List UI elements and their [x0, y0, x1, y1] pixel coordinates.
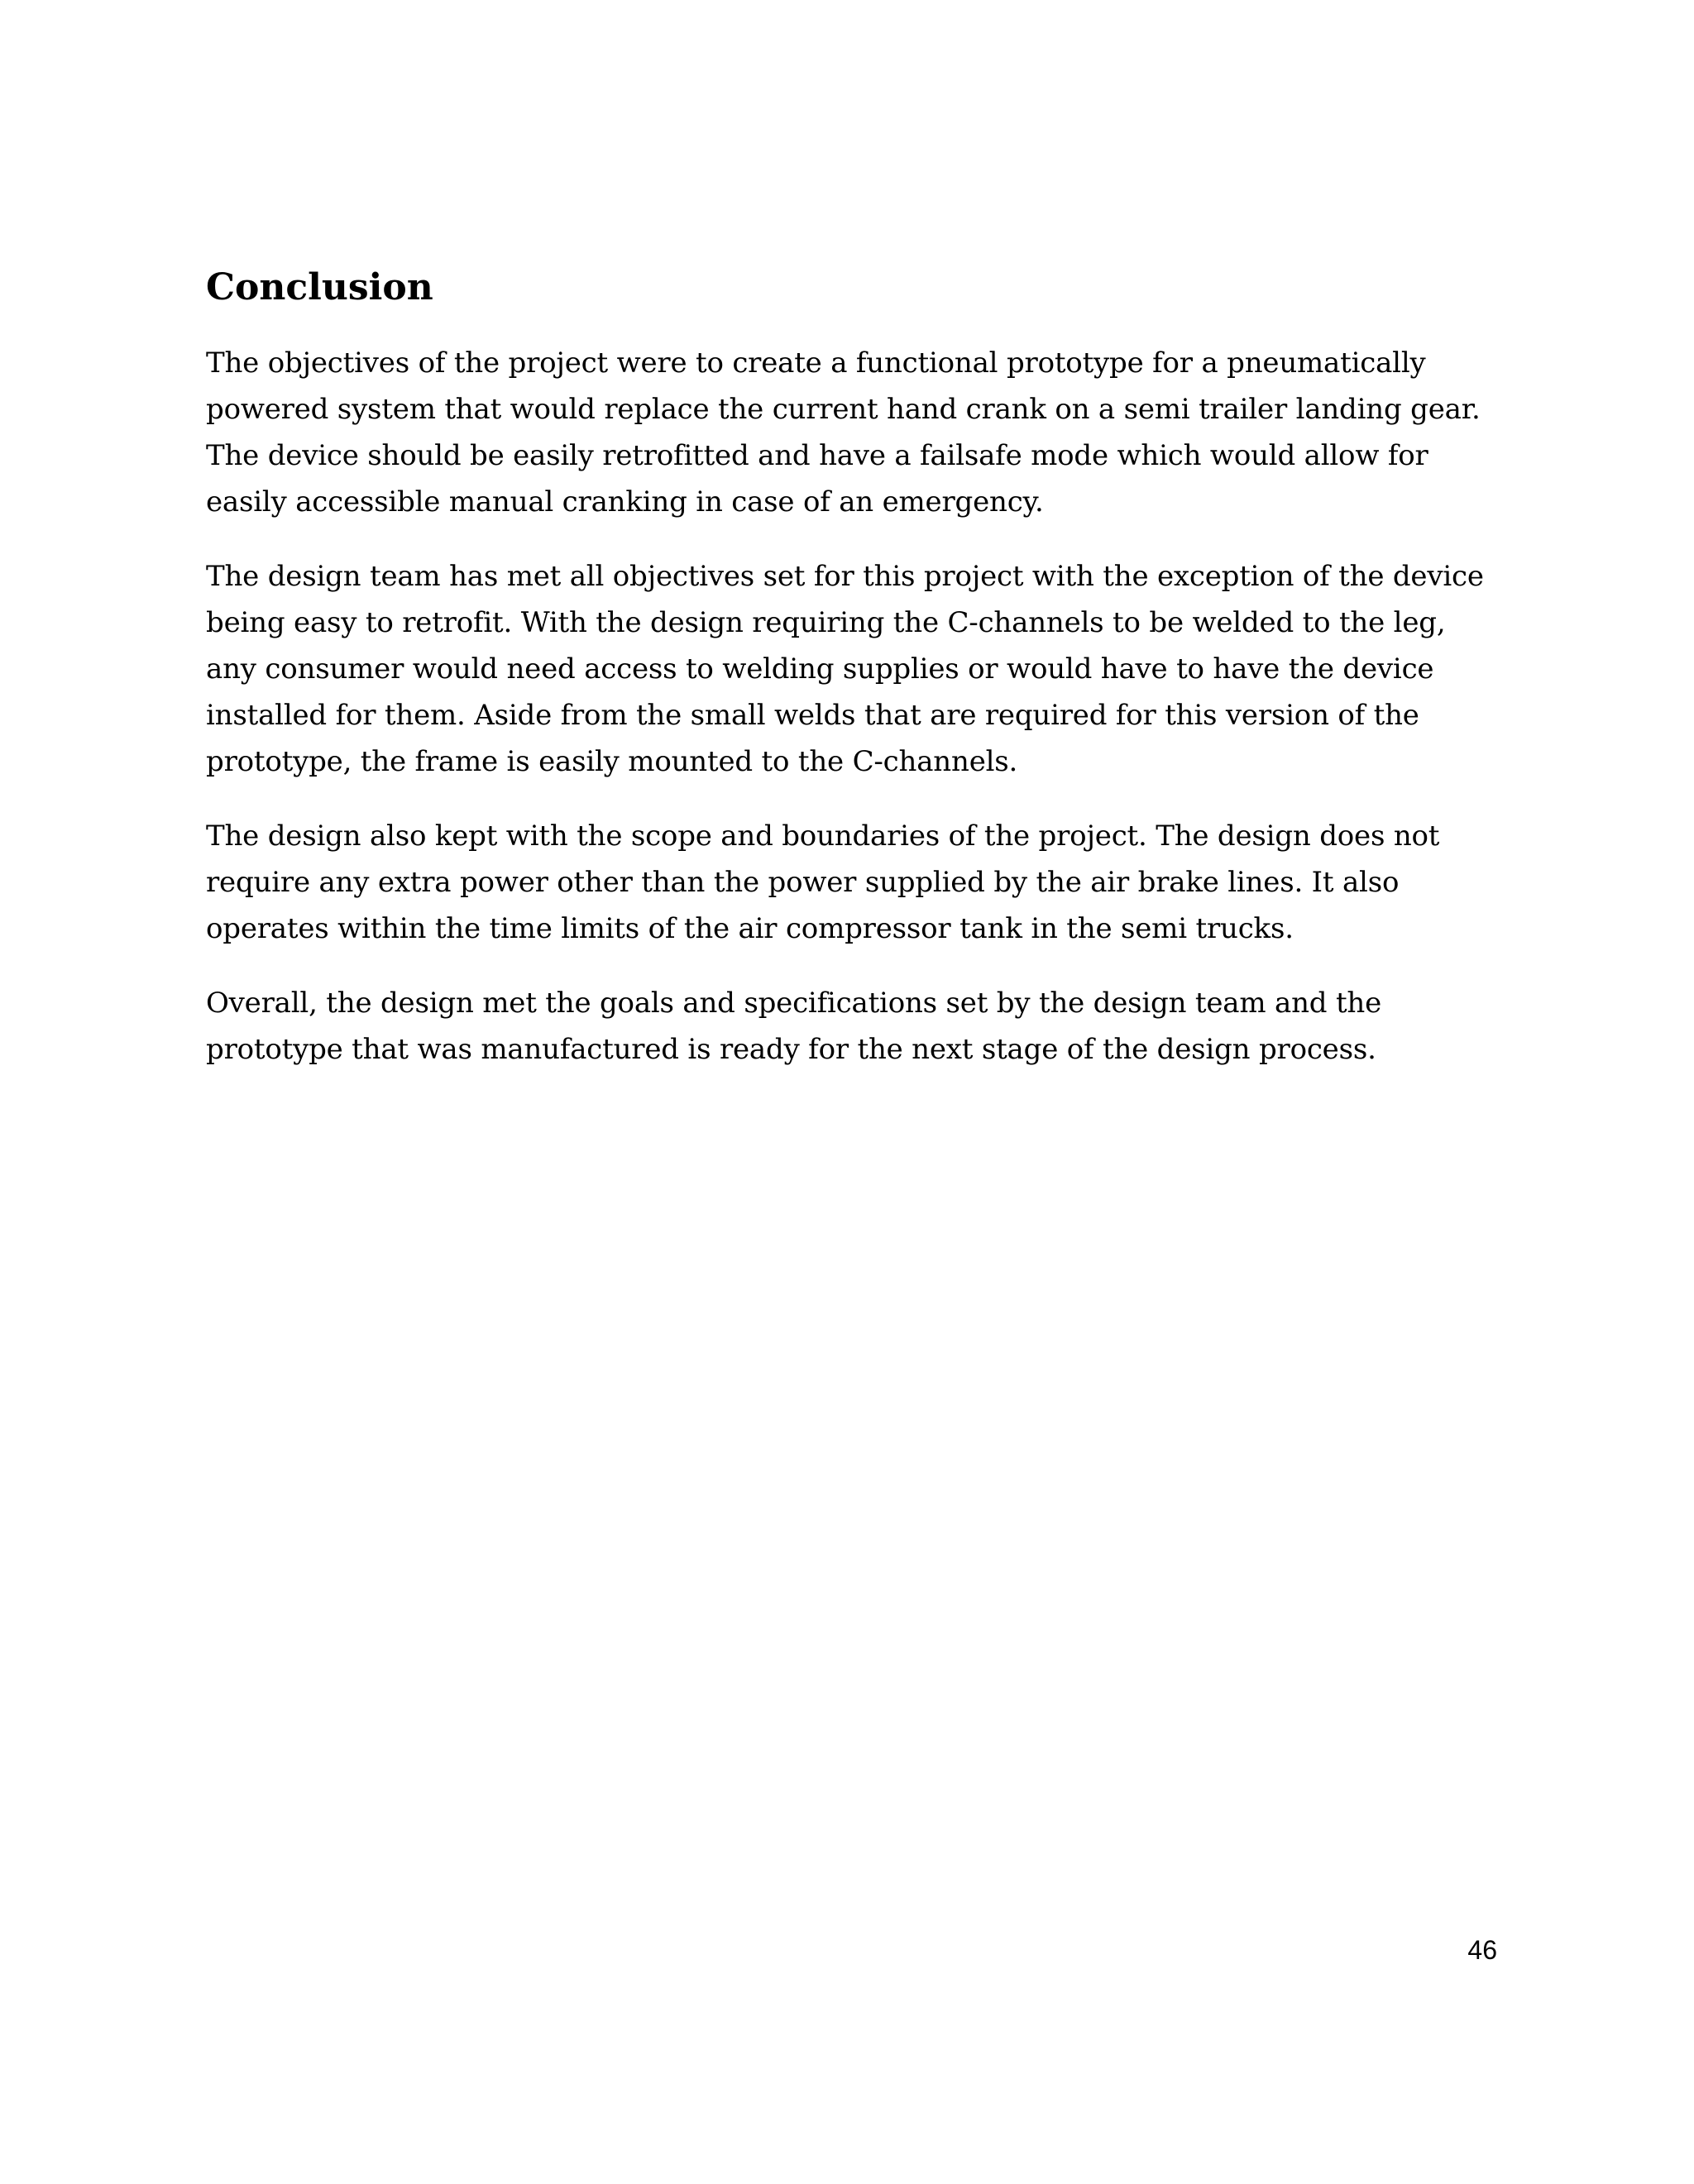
- paragraph-objectives-met: The design team has met all objectives set for this project with the exception of the device being easy to retrofit. With the design requiring the C-channels to be welded to the leg, any consumer would need access to welding supplies or would have to have the device installed for them. Aside from the small welds that are required for this version of the prototype, the frame is easily mounted to the C-channels.: [206, 560, 1484, 778]
- paragraph-objectives: The objectives of the project were to create a functional prototype for a pneumatically powered system that would replace the current hand crank on a semi trailer landing gear. The device should be easily retrofitted and have a failsafe mode which would allow for easily accessible manual cranking in case of an emergency.: [206, 346, 1481, 519]
- page-number: 46: [1467, 1935, 1497, 1965]
- section-heading: Conclusion: [206, 266, 433, 308]
- page-content: [206, 265, 1496, 1101]
- paragraph-scope: The design also kept with the scope and boundaries of the project. The design does not require any extra power other than the power supplied by the air brake lines. It also operates within the time limits of the air compressor tank in the semi trucks.: [206, 820, 1440, 945]
- paragraph-overall: Overall, the design met the goals and specifications set by the design team and the prototype that was manufactured is ready for the next stage of the design process.: [206, 987, 1382, 1066]
